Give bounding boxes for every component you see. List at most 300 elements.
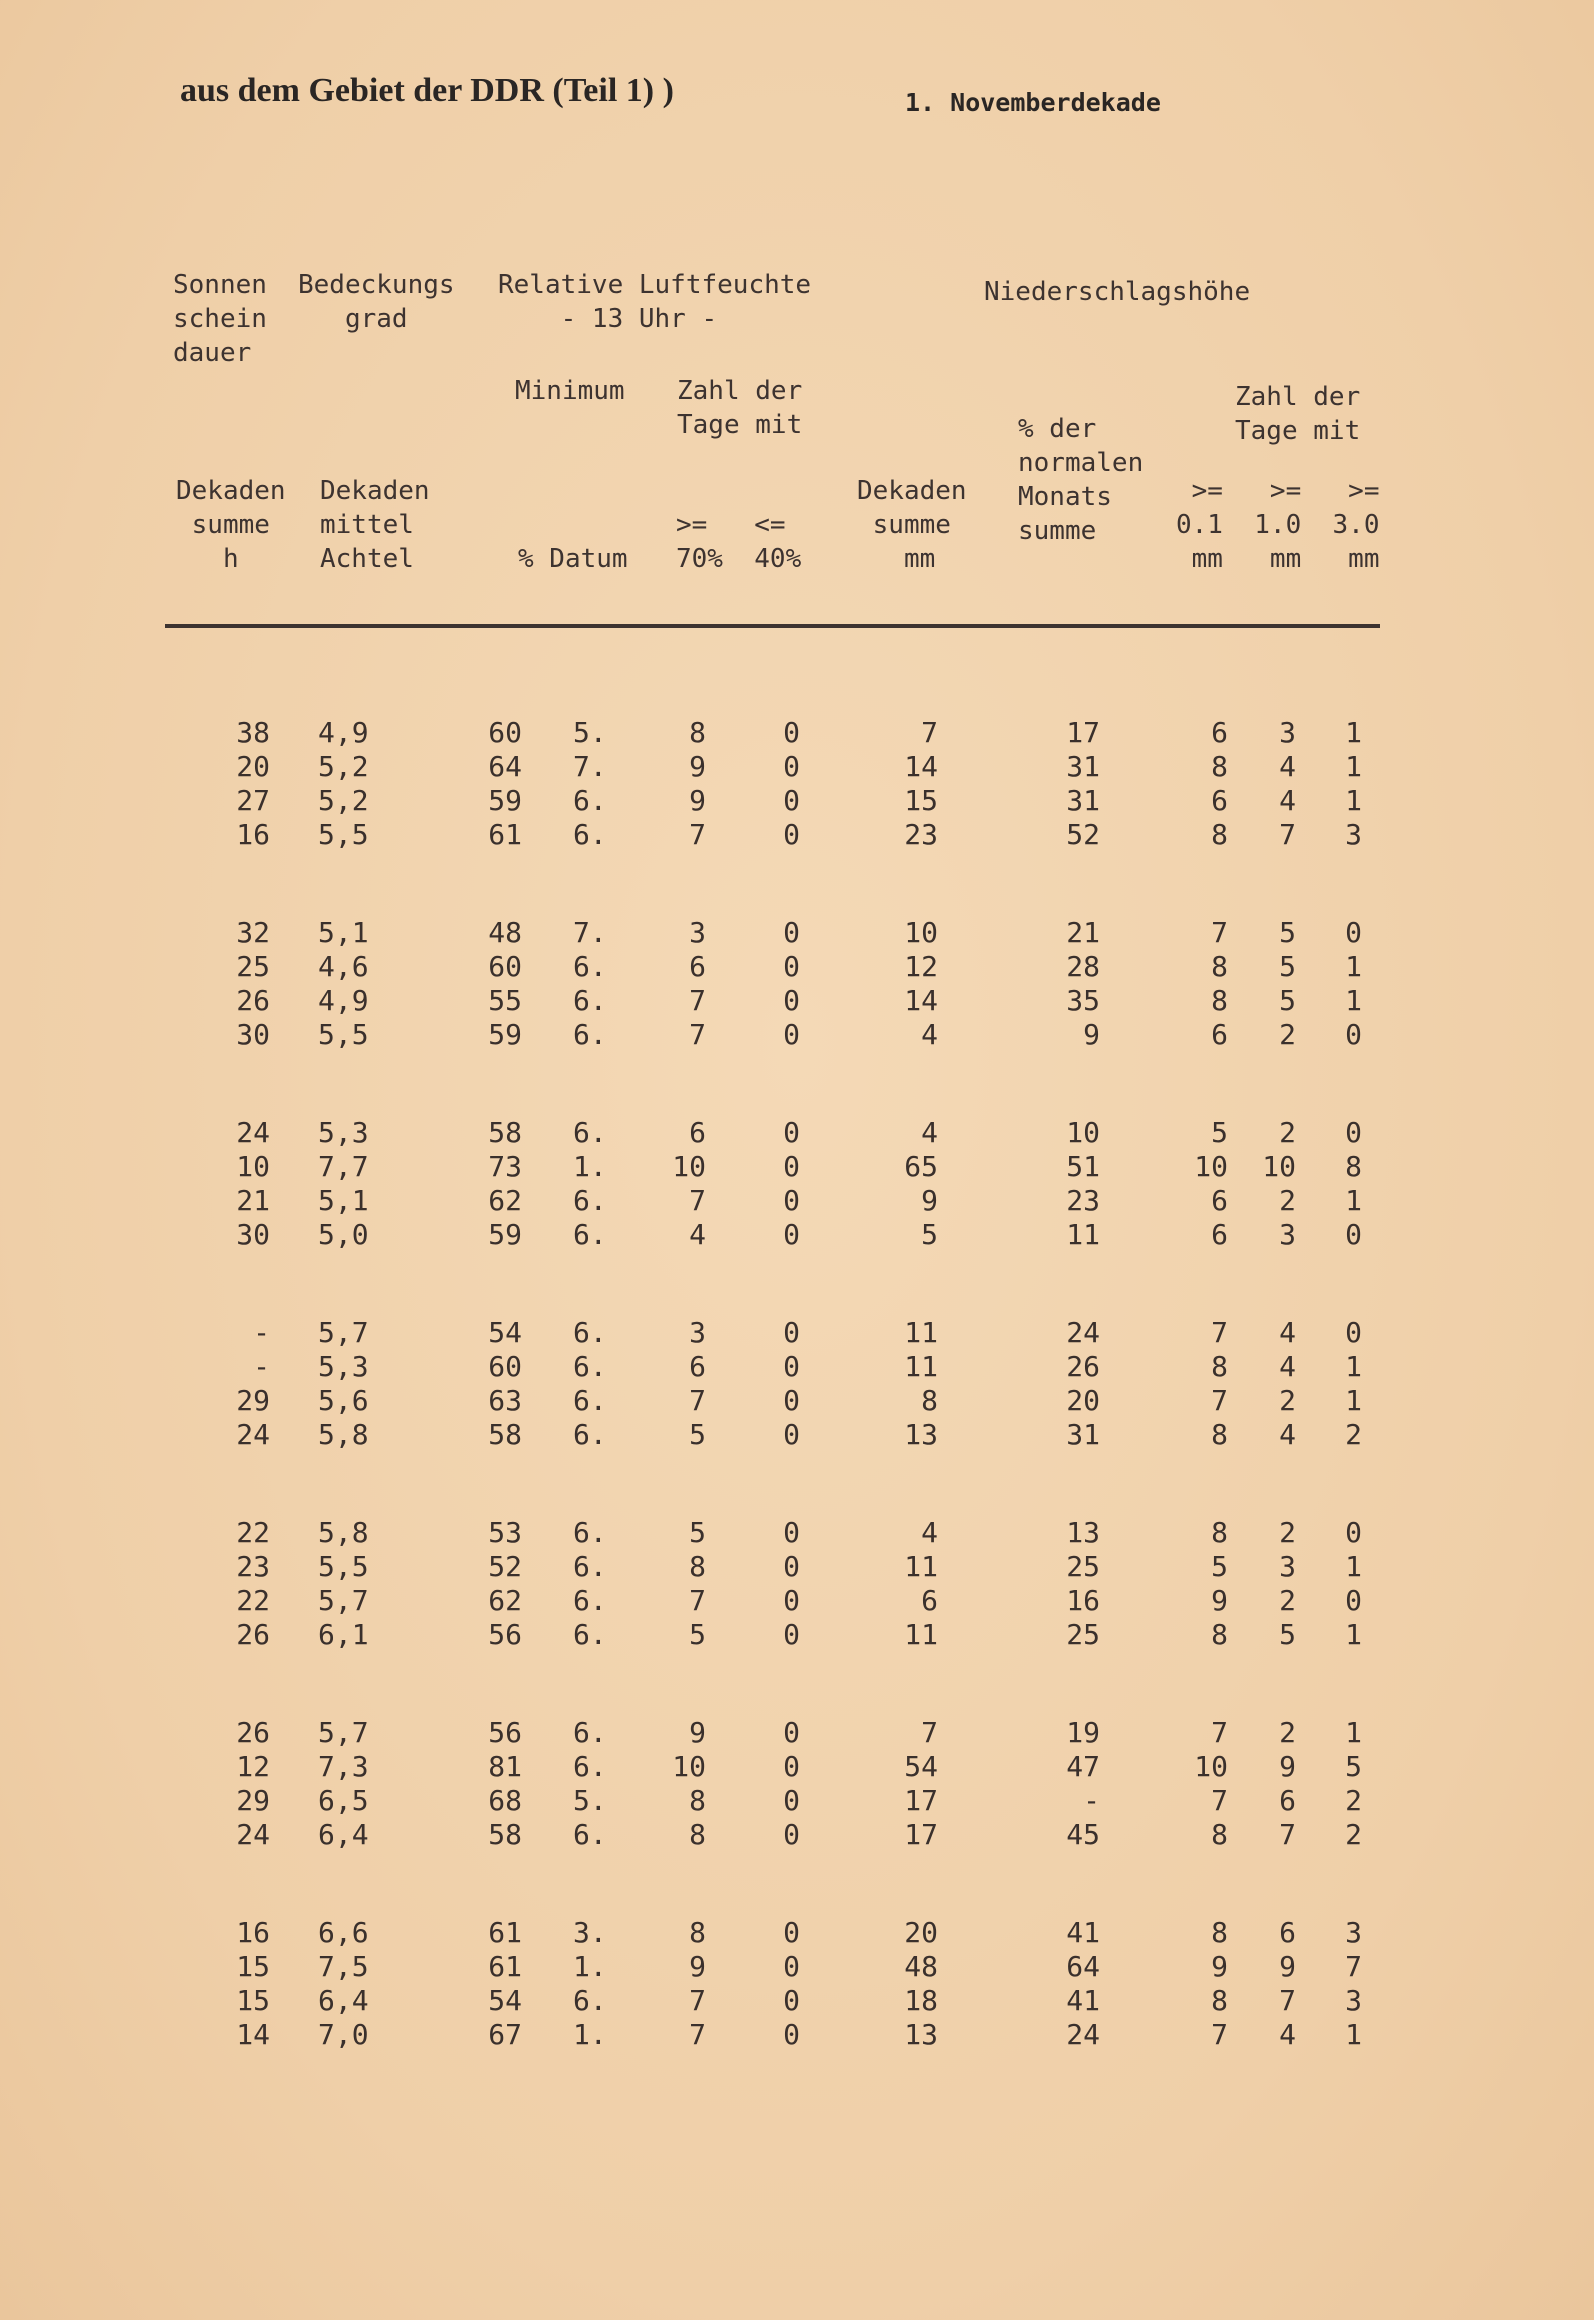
period-label: 1. Novemberdekade <box>905 88 1161 117</box>
table-cell: 3 <box>1279 1218 1296 1251</box>
table-cell: 0 <box>783 950 800 983</box>
table-row <box>0 1916 1594 1950</box>
table-cell: 1 <box>1345 716 1362 749</box>
table-cell: 6. <box>573 1018 607 1051</box>
table-cell: 12 <box>236 1750 270 1783</box>
table-cell: 1 <box>1345 950 1362 983</box>
table-cell: - <box>253 1316 270 1349</box>
table-cell: 9 <box>1279 1950 1296 1983</box>
table-cell: 9 <box>689 1716 706 1749</box>
table-cell: 6,4 <box>318 1818 369 1851</box>
table-cell: 0 <box>783 1218 800 1251</box>
table-cell: 6. <box>573 1618 607 1651</box>
table-cell: 0 <box>783 716 800 749</box>
table-cell: 15 <box>236 1950 270 1983</box>
table-cell: 27 <box>236 784 270 817</box>
table-cell: 0 <box>1345 1018 1362 1051</box>
table-cell: 1. <box>573 2018 607 2051</box>
table-cell: 0 <box>1345 916 1362 949</box>
table-cell: 52 <box>1066 818 1100 851</box>
table-cell: 7. <box>573 916 607 949</box>
table-cell: 5,8 <box>318 1516 369 1549</box>
table-cell: 52 <box>488 1550 522 1583</box>
table-cell: 48 <box>488 916 522 949</box>
table-cell: 51 <box>1066 1150 1100 1183</box>
table-cell: 12 <box>904 950 938 983</box>
table-cell: 9 <box>689 1950 706 1983</box>
table-cell: 60 <box>488 950 522 983</box>
table-cell: 0 <box>1345 1218 1362 1251</box>
table-cell: 23 <box>904 818 938 851</box>
table-cell: 0 <box>1345 1116 1362 1149</box>
table-cell: 6 <box>689 1116 706 1149</box>
header-rule <box>165 624 1380 628</box>
table-cell: 6 <box>689 1350 706 1383</box>
table-row <box>0 716 1594 750</box>
table-cell: 35 <box>1066 984 1100 1017</box>
table-cell: 1 <box>1345 1384 1362 1417</box>
table-cell: - <box>253 1350 270 1383</box>
table-cell: 7 <box>1211 916 1228 949</box>
table-cell: 22 <box>236 1584 270 1617</box>
header-bedeckung: Bedeckungs grad <box>298 270 455 334</box>
table-cell: 54 <box>904 1750 938 1783</box>
table-cell: 24 <box>1066 1316 1100 1349</box>
table-cell: 61 <box>488 1950 522 1983</box>
table-cell: 8 <box>1211 1418 1228 1451</box>
table-cell: 0 <box>783 1584 800 1617</box>
table-cell: 3 <box>1345 1984 1362 2017</box>
table-cell: 4 <box>921 1018 938 1051</box>
table-cell: 21 <box>236 1184 270 1217</box>
table-cell: 5,3 <box>318 1116 369 1149</box>
table-cell: 5,6 <box>318 1384 369 1417</box>
table-row <box>0 1184 1594 1218</box>
table-cell: 10 <box>904 916 938 949</box>
table-cell: 8 <box>921 1384 938 1417</box>
table-cell: 5 <box>1211 1116 1228 1149</box>
table-cell: 5,3 <box>318 1350 369 1383</box>
table-cell: 9 <box>689 750 706 783</box>
header-normalen: % der normalen Monats summe <box>1018 414 1144 546</box>
table-cell: 8 <box>1211 1618 1228 1651</box>
table-cell: 5,0 <box>318 1218 369 1251</box>
table-cell: 7 <box>1279 818 1296 851</box>
table-cell: 8 <box>1211 1350 1228 1383</box>
table-cell: 54 <box>488 1984 522 2017</box>
table-cell: 5 <box>1279 950 1296 983</box>
table-cell: 15 <box>904 784 938 817</box>
table-cell: 22 <box>236 1516 270 1549</box>
table-cell: 7 <box>689 1184 706 1217</box>
table-cell: 2 <box>1345 1818 1362 1851</box>
table-cell: 5,7 <box>318 1584 369 1617</box>
table-cell: 8 <box>1211 984 1228 1017</box>
table-cell: 8 <box>689 1916 706 1949</box>
table-cell: 8 <box>1211 950 1228 983</box>
table-cell: 10 <box>1066 1116 1100 1149</box>
table-cell: 4 <box>921 1516 938 1549</box>
table-cell: 4 <box>1279 1316 1296 1349</box>
table-cell: 24 <box>236 1818 270 1851</box>
table-cell: 7 <box>689 984 706 1017</box>
table-cell: 0 <box>783 1018 800 1051</box>
table-cell: 6. <box>573 784 607 817</box>
table-cell: 7 <box>689 1984 706 2017</box>
table-cell: 3 <box>689 916 706 949</box>
table-cell: 5,5 <box>318 1550 369 1583</box>
table-cell: 26 <box>236 984 270 1017</box>
table-cell: 1. <box>573 1950 607 1983</box>
table-cell: 1 <box>1345 2018 1362 2051</box>
table-cell: 61 <box>488 818 522 851</box>
table-cell: 3 <box>1279 716 1296 749</box>
table-cell: 6. <box>573 1750 607 1783</box>
table-cell: 0 <box>783 1716 800 1749</box>
table-cell: 6. <box>573 1184 607 1217</box>
header-zahl-feuchte: Zahl der Tage mit <box>677 376 803 440</box>
table-cell: 13 <box>904 2018 938 2051</box>
table-cell: 65 <box>904 1150 938 1183</box>
table-cell: 11 <box>904 1350 938 1383</box>
table-cell: 5. <box>573 1784 607 1817</box>
table-cell: 21 <box>1066 916 1100 949</box>
table-cell: 2 <box>1279 1184 1296 1217</box>
table-cell: 6. <box>573 1418 607 1451</box>
table-cell: 2 <box>1279 1716 1296 1749</box>
table-cell: 58 <box>488 1818 522 1851</box>
table-cell: 6,1 <box>318 1618 369 1651</box>
header-dekadensumme-h: Dekaden summe h <box>176 476 286 574</box>
table-cell: 0 <box>783 1150 800 1183</box>
table-cell: 7 <box>1211 1716 1228 1749</box>
table-cell: 2 <box>1279 1384 1296 1417</box>
header-schwellen-feuchte: >= <= 70% 40% <box>676 510 802 574</box>
table-cell: 1 <box>1345 1550 1362 1583</box>
table-cell: 8 <box>689 1784 706 1817</box>
table-cell: 41 <box>1066 1916 1100 1949</box>
header-dekadensumme-mm: Dekaden summe mm <box>857 476 967 574</box>
table-cell: 7,3 <box>318 1750 369 1783</box>
table-cell: 5 <box>689 1516 706 1549</box>
table-cell: 64 <box>1066 1950 1100 1983</box>
table-cell: 58 <box>488 1418 522 1451</box>
table-cell: 6. <box>573 1116 607 1149</box>
table-cell: 0 <box>783 750 800 783</box>
table-cell: 0 <box>783 1750 800 1783</box>
table-cell: 4 <box>1279 750 1296 783</box>
table-cell: 59 <box>488 1218 522 1251</box>
table-cell: 6,5 <box>318 1784 369 1817</box>
header-sonnenschein: Sonnen schein dauer <box>173 270 267 368</box>
table-cell: 6. <box>573 1350 607 1383</box>
table-cell: 7 <box>689 2018 706 2051</box>
table-row <box>0 1218 1594 1252</box>
table-cell: 6 <box>1211 716 1228 749</box>
table-cell: 8 <box>689 716 706 749</box>
table-cell: 9 <box>1211 1950 1228 1983</box>
table-cell: 5,5 <box>318 818 369 851</box>
table-cell: 15 <box>236 1984 270 2017</box>
table-cell: 5 <box>1279 916 1296 949</box>
table-row <box>0 750 1594 784</box>
table-cell: 6. <box>573 950 607 983</box>
table-cell: 24 <box>236 1116 270 1149</box>
table-row <box>0 916 1594 950</box>
table-cell: 26 <box>236 1716 270 1749</box>
table-cell: 56 <box>488 1618 522 1651</box>
table-cell: 0 <box>783 1350 800 1383</box>
table-cell: 0 <box>783 1818 800 1851</box>
table-cell: 7 <box>921 1716 938 1749</box>
table-cell: 0 <box>783 1418 800 1451</box>
table-cell: 6 <box>1211 784 1228 817</box>
table-row <box>0 784 1594 818</box>
table-cell: 10 <box>1194 1150 1228 1183</box>
table-cell: 0 <box>783 784 800 817</box>
table-cell: 62 <box>488 1184 522 1217</box>
table-cell: 7 <box>689 1584 706 1617</box>
table-cell: 54 <box>488 1316 522 1349</box>
table-cell: 11 <box>1066 1218 1100 1251</box>
table-row <box>0 1550 1594 1584</box>
table-cell: 4 <box>1279 2018 1296 2051</box>
table-cell: 26 <box>1066 1350 1100 1383</box>
table-cell: 8 <box>1345 1150 1362 1183</box>
table-row <box>0 1116 1594 1150</box>
table-cell: 25 <box>1066 1550 1100 1583</box>
table-cell: 6. <box>573 1516 607 1549</box>
table-cell: 18 <box>904 1984 938 2017</box>
header-minimum: Minimum <box>515 376 625 406</box>
table-cell: 5 <box>1211 1550 1228 1583</box>
table-cell: 5 <box>1279 984 1296 1017</box>
table-cell: 2 <box>1279 1116 1296 1149</box>
table-cell: 5 <box>921 1218 938 1251</box>
table-cell: 10 <box>236 1150 270 1183</box>
table-row <box>0 1150 1594 1184</box>
table-row <box>0 1516 1594 1550</box>
table-cell: 0 <box>783 1316 800 1349</box>
table-cell: 0 <box>783 1784 800 1817</box>
table-cell: 25 <box>1066 1618 1100 1651</box>
table-cell: 24 <box>1066 2018 1100 2051</box>
table-cell: 4 <box>689 1218 706 1251</box>
table-cell: 7 <box>689 1384 706 1417</box>
table-cell: 32 <box>236 916 270 949</box>
table-cell: 23 <box>1066 1184 1100 1217</box>
table-cell: 61 <box>488 1916 522 1949</box>
table-cell: 0 <box>783 1384 800 1417</box>
table-cell: 5,2 <box>318 750 369 783</box>
table-cell: 5. <box>573 716 607 749</box>
table-cell: 9 <box>1279 1750 1296 1783</box>
table-row <box>0 984 1594 1018</box>
table-cell: 3 <box>1279 1550 1296 1583</box>
table-cell: 26 <box>236 1618 270 1651</box>
table-cell: 6 <box>1211 1184 1228 1217</box>
table-cell: 59 <box>488 1018 522 1051</box>
table-cell: 81 <box>488 1750 522 1783</box>
table-row <box>0 1418 1594 1452</box>
table-cell: 1. <box>573 1150 607 1183</box>
table-cell: 24 <box>236 1418 270 1451</box>
table-cell: 0 <box>783 916 800 949</box>
table-cell: 25 <box>236 950 270 983</box>
table-cell: 60 <box>488 716 522 749</box>
table-row <box>0 1818 1594 1852</box>
table-cell: 1 <box>1345 1350 1362 1383</box>
table-cell: 8 <box>1211 1916 1228 1949</box>
table-cell: 20 <box>904 1916 938 1949</box>
table-cell: 1 <box>1345 984 1362 1017</box>
table-cell: 16 <box>236 1916 270 1949</box>
table-cell: 10 <box>672 1750 706 1783</box>
header-prozent-datum: % Datum <box>518 544 628 574</box>
header-niederschlag: Niederschlagshöhe <box>984 277 1251 307</box>
table-cell: 4,9 <box>318 716 369 749</box>
table-cell: 29 <box>236 1784 270 1817</box>
table-cell: 0 <box>783 2018 800 2051</box>
table-row <box>0 1784 1594 1818</box>
header-zahl-niederschlag: Zahl der Tage mit <box>1235 382 1361 446</box>
table-cell: 41 <box>1066 1984 1100 2017</box>
table-cell: 48 <box>904 1950 938 1983</box>
table-cell: 6. <box>573 1818 607 1851</box>
table-cell: 19 <box>1066 1716 1100 1749</box>
table-cell: 0 <box>1345 1516 1362 1549</box>
table-cell: 3 <box>689 1316 706 1349</box>
table-cell: 20 <box>236 750 270 783</box>
table-cell: 6,6 <box>318 1916 369 1949</box>
table-cell: 3 <box>1345 1916 1362 1949</box>
table-cell: 4 <box>1279 784 1296 817</box>
table-cell: 0 <box>783 1984 800 2017</box>
table-cell: 0 <box>1345 1316 1362 1349</box>
table-cell: 7 <box>1279 1818 1296 1851</box>
table-cell: 1 <box>1345 750 1362 783</box>
table-cell: 7 <box>1211 1784 1228 1817</box>
table-cell: 5,5 <box>318 1018 369 1051</box>
table-cell: 6 <box>689 950 706 983</box>
table-cell: 7 <box>1211 1316 1228 1349</box>
page-title: aus dem Gebiet der DDR (Teil 1) ) <box>180 72 674 109</box>
table-cell: 64 <box>488 750 522 783</box>
table-cell: 6 <box>1211 1018 1228 1051</box>
table-row <box>0 1384 1594 1418</box>
table-cell: 0 <box>783 1116 800 1149</box>
table-cell: 0 <box>783 818 800 851</box>
table-cell: 4,9 <box>318 984 369 1017</box>
table-row <box>0 1584 1594 1618</box>
table-cell: 31 <box>1066 1418 1100 1451</box>
table-cell: 67 <box>488 2018 522 2051</box>
table-cell: 2 <box>1345 1784 1362 1817</box>
table-cell: 9 <box>689 784 706 817</box>
table-cell: 7 <box>921 716 938 749</box>
table-row <box>0 1316 1594 1350</box>
table-cell: 5,1 <box>318 1184 369 1217</box>
table-cell: 6,4 <box>318 1984 369 2017</box>
table-cell: 6. <box>573 984 607 1017</box>
table-cell: 2 <box>1345 1418 1362 1451</box>
table-cell: 1 <box>1345 1184 1362 1217</box>
table-row <box>0 1750 1594 1784</box>
table-cell: 6. <box>573 1218 607 1251</box>
table-cell: 1 <box>1345 1716 1362 1749</box>
table-cell: 8 <box>1211 1516 1228 1549</box>
table-cell: 5,1 <box>318 916 369 949</box>
table-row <box>0 818 1594 852</box>
table-cell: 7,0 <box>318 2018 369 2051</box>
table-cell: 11 <box>904 1618 938 1651</box>
table-cell: 20 <box>1066 1384 1100 1417</box>
table-cell: 16 <box>236 818 270 851</box>
table-cell: 11 <box>904 1550 938 1583</box>
table-cell: 17 <box>1066 716 1100 749</box>
table-cell: 10 <box>672 1150 706 1183</box>
table-cell: 7 <box>689 818 706 851</box>
table-cell: 8 <box>689 1550 706 1583</box>
table-cell: 4 <box>1279 1418 1296 1451</box>
table-cell: 14 <box>904 750 938 783</box>
table-cell: 6. <box>573 1584 607 1617</box>
table-cell: 0 <box>1345 1584 1362 1617</box>
table-cell: 5,7 <box>318 1316 369 1349</box>
table-row <box>0 1350 1594 1384</box>
table-cell: 14 <box>904 984 938 1017</box>
table-cell: 8 <box>1211 1818 1228 1851</box>
table-cell: 11 <box>904 1316 938 1349</box>
table-cell: 30 <box>236 1218 270 1251</box>
table-cell: 68 <box>488 1784 522 1817</box>
table-cell: 14 <box>236 2018 270 2051</box>
table-cell: 31 <box>1066 784 1100 817</box>
table-cell: 6. <box>573 1384 607 1417</box>
table-row <box>0 1716 1594 1750</box>
table-cell: 0 <box>783 1950 800 1983</box>
header-luftfeuchte: Relative Luftfeuchte - 13 Uhr - <box>498 270 812 334</box>
table-cell: 58 <box>488 1116 522 1149</box>
table-cell: 55 <box>488 984 522 1017</box>
table-cell: 63 <box>488 1384 522 1417</box>
table-cell: 3. <box>573 1916 607 1949</box>
table-cell: 7 <box>1279 1984 1296 2017</box>
header-schwellen-niederschlag: >= >= >= 0.1 1.0 3.0 mm mm mm <box>1176 476 1380 574</box>
table-cell: 9 <box>1083 1018 1100 1051</box>
table-cell: 8 <box>1211 818 1228 851</box>
table-cell: 0 <box>783 1184 800 1217</box>
table-cell: 59 <box>488 784 522 817</box>
table-cell: 28 <box>1066 950 1100 983</box>
table-cell: 0 <box>783 1516 800 1549</box>
table-cell: 0 <box>783 1550 800 1583</box>
table-cell: 38 <box>236 716 270 749</box>
table-cell: 8 <box>1211 1984 1228 2017</box>
table-cell: 5,8 <box>318 1418 369 1451</box>
table-cell: 60 <box>488 1350 522 1383</box>
table-cell: 7 <box>1345 1950 1362 1983</box>
table-cell: 6 <box>1279 1784 1296 1817</box>
table-cell: 7,7 <box>318 1150 369 1183</box>
table-cell: 9 <box>921 1184 938 1217</box>
table-row <box>0 1950 1594 1984</box>
table-cell: 23 <box>236 1550 270 1583</box>
table-cell: 16 <box>1066 1584 1100 1617</box>
table-cell: 31 <box>1066 750 1100 783</box>
table-cell: 17 <box>904 1818 938 1851</box>
table-cell: 13 <box>904 1418 938 1451</box>
